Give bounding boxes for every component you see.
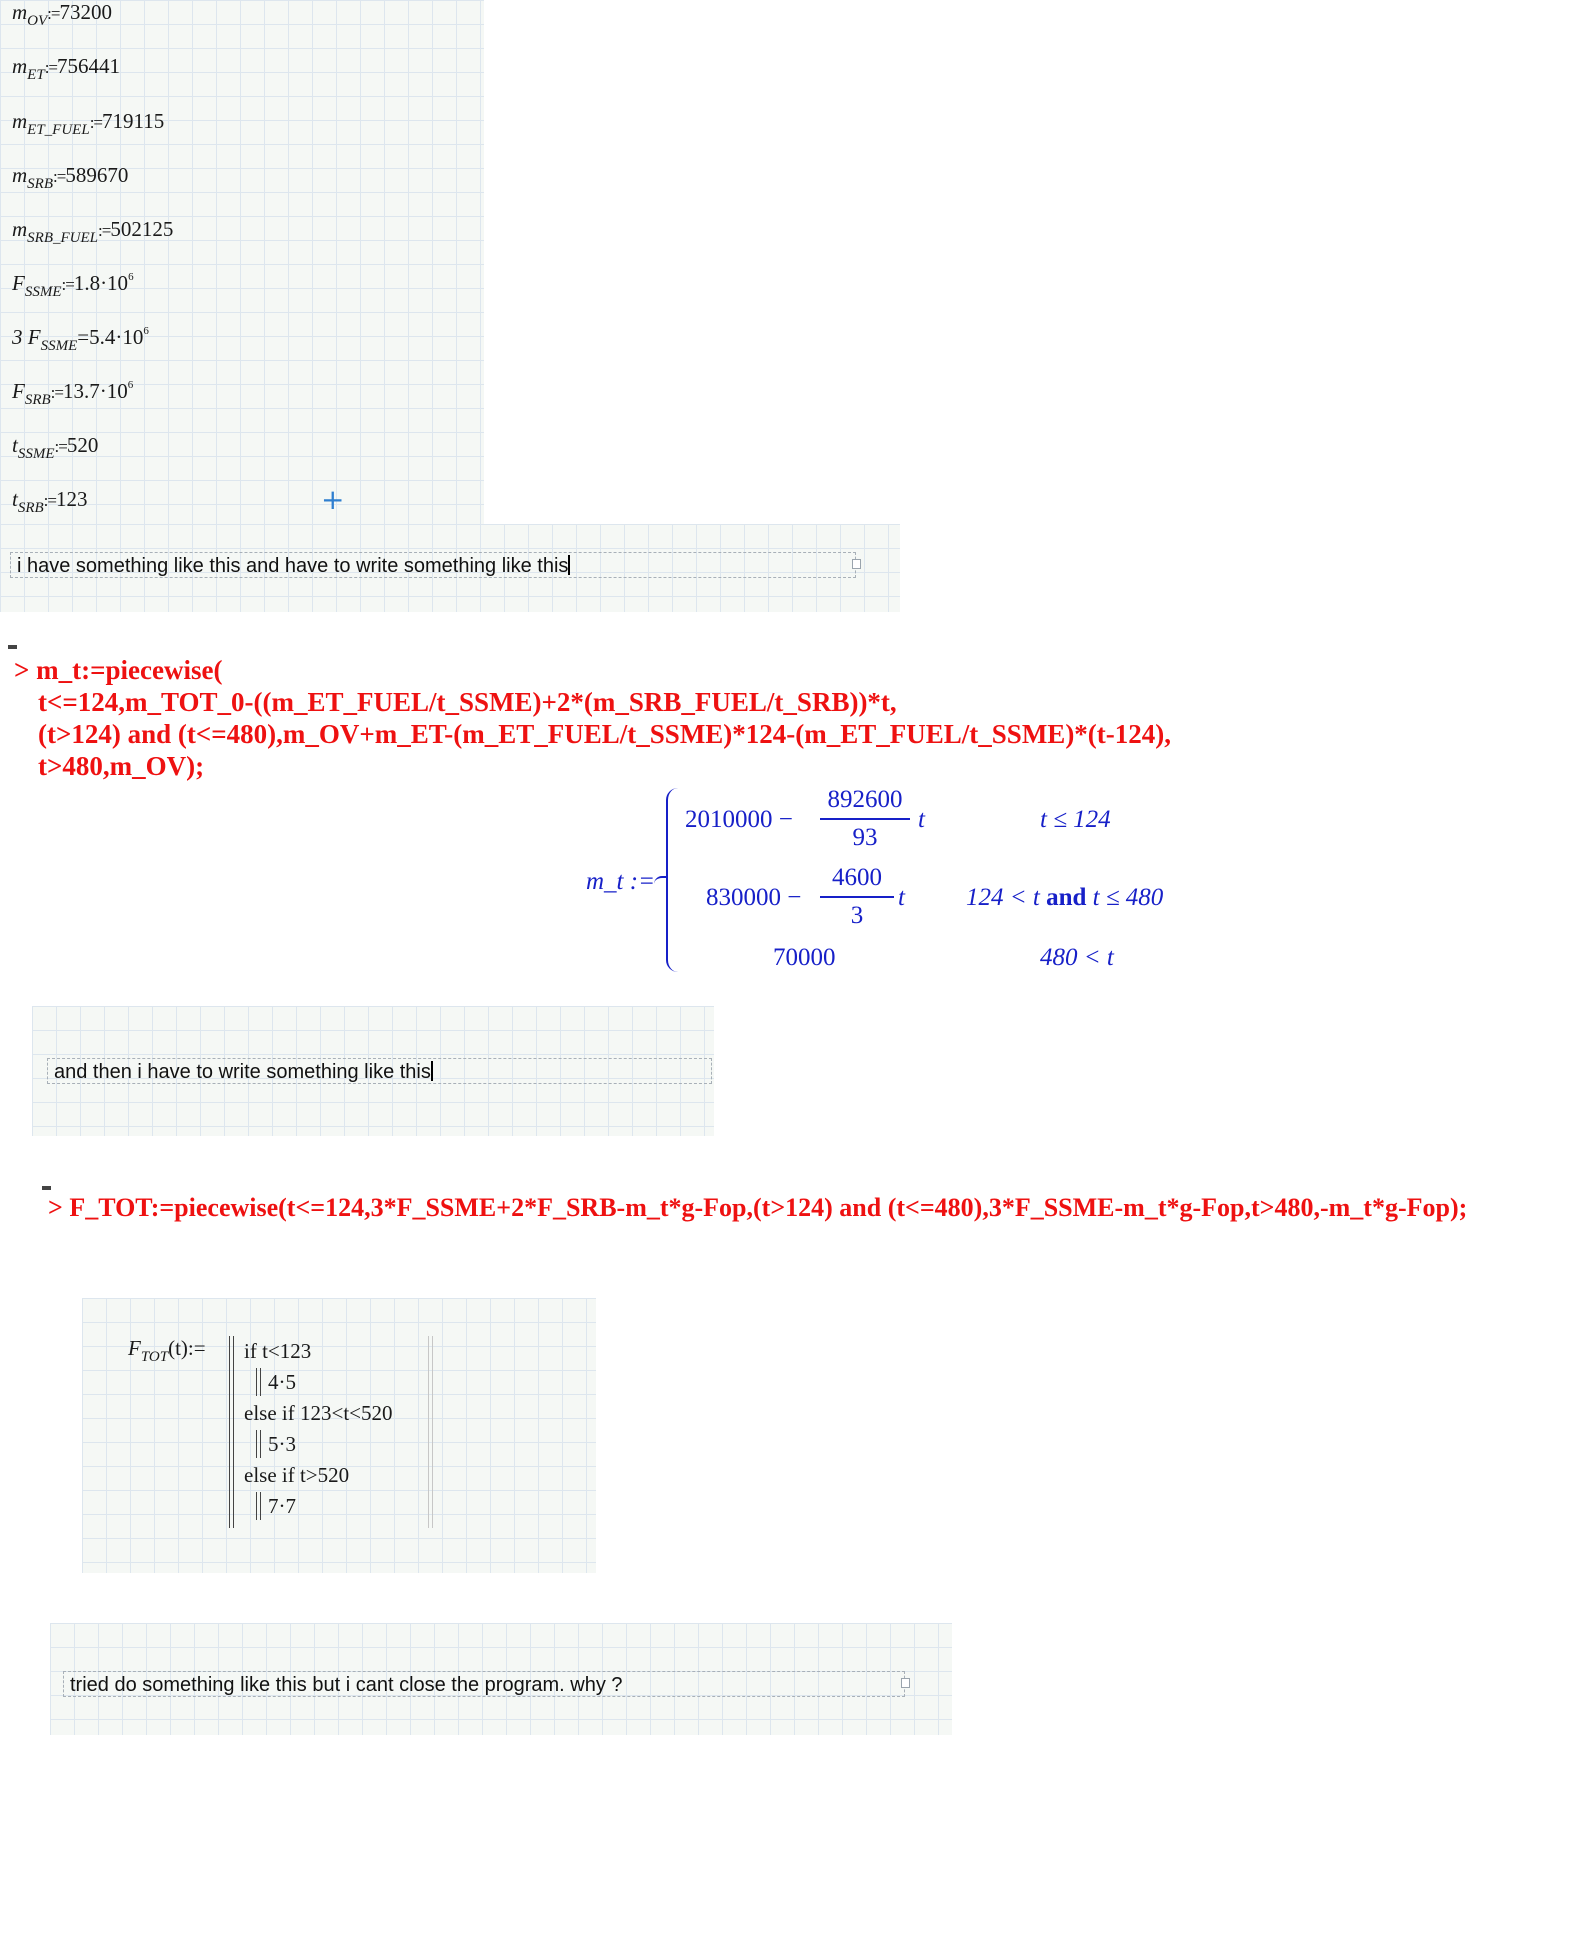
program-line-else-if-2[interactable]: else if t>520 bbox=[244, 1463, 350, 1487]
text-caret bbox=[568, 555, 570, 575]
definition-m-ov[interactable]: $m_{OV}:=73200$ bbox=[12, 0, 112, 29]
program-line-value-1[interactable]: 4·5 bbox=[268, 1370, 296, 1394]
maple-input-mt[interactable]: > m_t:=piecewise( t<=124,m_TOT_0-((m_ET_FUEL/t_SSME)+2*(m_SRB_FUEL/t_SRB))*t, (t>124) and (t<=480),m_OV+m_ET-(m_ET_FUEL/t_SSME)*124-(m_ET_FUEL/t_SSME)*(t-124), t>480,m_OV); bbox=[14, 655, 1172, 781]
definition-f-ssme[interactable]: $F_{SSME}:=1.8\cdot 10^6$ bbox=[12, 271, 134, 300]
evaluation-3-f-ssme[interactable]: 3 $F_{SSME}=5.4\cdot 10^6$ bbox=[12, 325, 149, 354]
program-bar-inner-3 bbox=[256, 1492, 261, 1520]
collapse-marker-icon[interactable] bbox=[8, 645, 17, 649]
resize-handle-icon[interactable] bbox=[852, 559, 861, 569]
definition-m-srb[interactable]: $m_{SRB}:=589670$ bbox=[12, 163, 129, 192]
piecewise-brace-icon bbox=[666, 788, 680, 972]
definition-f-srb[interactable]: $F_{SRB}:=13.7\cdot 10^6$ bbox=[12, 379, 134, 408]
insert-crosshair-icon[interactable]: + bbox=[321, 483, 345, 516]
definition-t-srb[interactable]: $t_{SRB}:=123$ bbox=[12, 487, 88, 516]
case1-var: t bbox=[918, 806, 925, 833]
text-caret bbox=[431, 1061, 433, 1081]
program-line-value-3[interactable]: 7·7 bbox=[268, 1494, 296, 1518]
case2-condition: 124 < t and t ≤ 480 bbox=[966, 884, 1164, 911]
program-bar-right bbox=[428, 1336, 433, 1528]
case1-fraction: 892600 93 bbox=[820, 786, 910, 852]
program-line-value-2[interactable]: 5·3 bbox=[268, 1432, 296, 1456]
program-bar-inner-1 bbox=[256, 1368, 261, 1396]
text-note-3[interactable]: tried do something like this but i cant close the program. why ? bbox=[63, 1671, 905, 1697]
program-lhs[interactable]: $F_{TOT}(t):=$ bbox=[128, 1336, 206, 1365]
case1-condition: t ≤ 124 bbox=[1040, 806, 1111, 833]
case2-const: 830000 − bbox=[706, 884, 802, 911]
case1-const: 2010000 − bbox=[685, 806, 793, 833]
case2-fraction: 4600 3 bbox=[820, 864, 894, 930]
program-bar-outer bbox=[229, 1336, 234, 1528]
text-note-2[interactable]: and then i have to write something like this bbox=[47, 1058, 712, 1084]
case3-condition: 480 < t bbox=[1040, 944, 1114, 971]
maple-input-ftot[interactable]: > F_TOT:=piecewise(t<=124,3*F_SSME+2*F_SRB-m_t*g-Fop,(t>124) and (t<=480),3*F_SSME-m_t*g-Fop,t>480,-m_t*g-Fop); bbox=[48, 1193, 1468, 1222]
text-note-1[interactable]: i have something like this and have to write something like this bbox=[10, 552, 856, 578]
case2-var: t bbox=[898, 884, 905, 911]
program-line-if[interactable]: if t<123 bbox=[244, 1339, 312, 1363]
output-lhs: m_t := bbox=[586, 868, 655, 895]
case3-const: 70000 bbox=[773, 944, 836, 971]
definition-m-srb-fuel[interactable]: $m_{SRB\_FUEL}:=502125$ bbox=[12, 217, 174, 246]
definition-m-et-fuel[interactable]: $m_{ET\_FUEL}:=719115$ bbox=[12, 109, 165, 138]
resize-handle-icon[interactable] bbox=[901, 1678, 910, 1688]
definition-t-ssme[interactable]: $t_{SSME}:=520$ bbox=[12, 433, 99, 462]
collapse-marker-icon[interactable] bbox=[42, 1186, 51, 1190]
program-bar-inner-2 bbox=[256, 1430, 261, 1458]
program-line-else-if-1[interactable]: else if 123<t<520 bbox=[244, 1401, 393, 1425]
definition-m-et[interactable]: $m_{ET}:=756441$ bbox=[12, 54, 120, 83]
